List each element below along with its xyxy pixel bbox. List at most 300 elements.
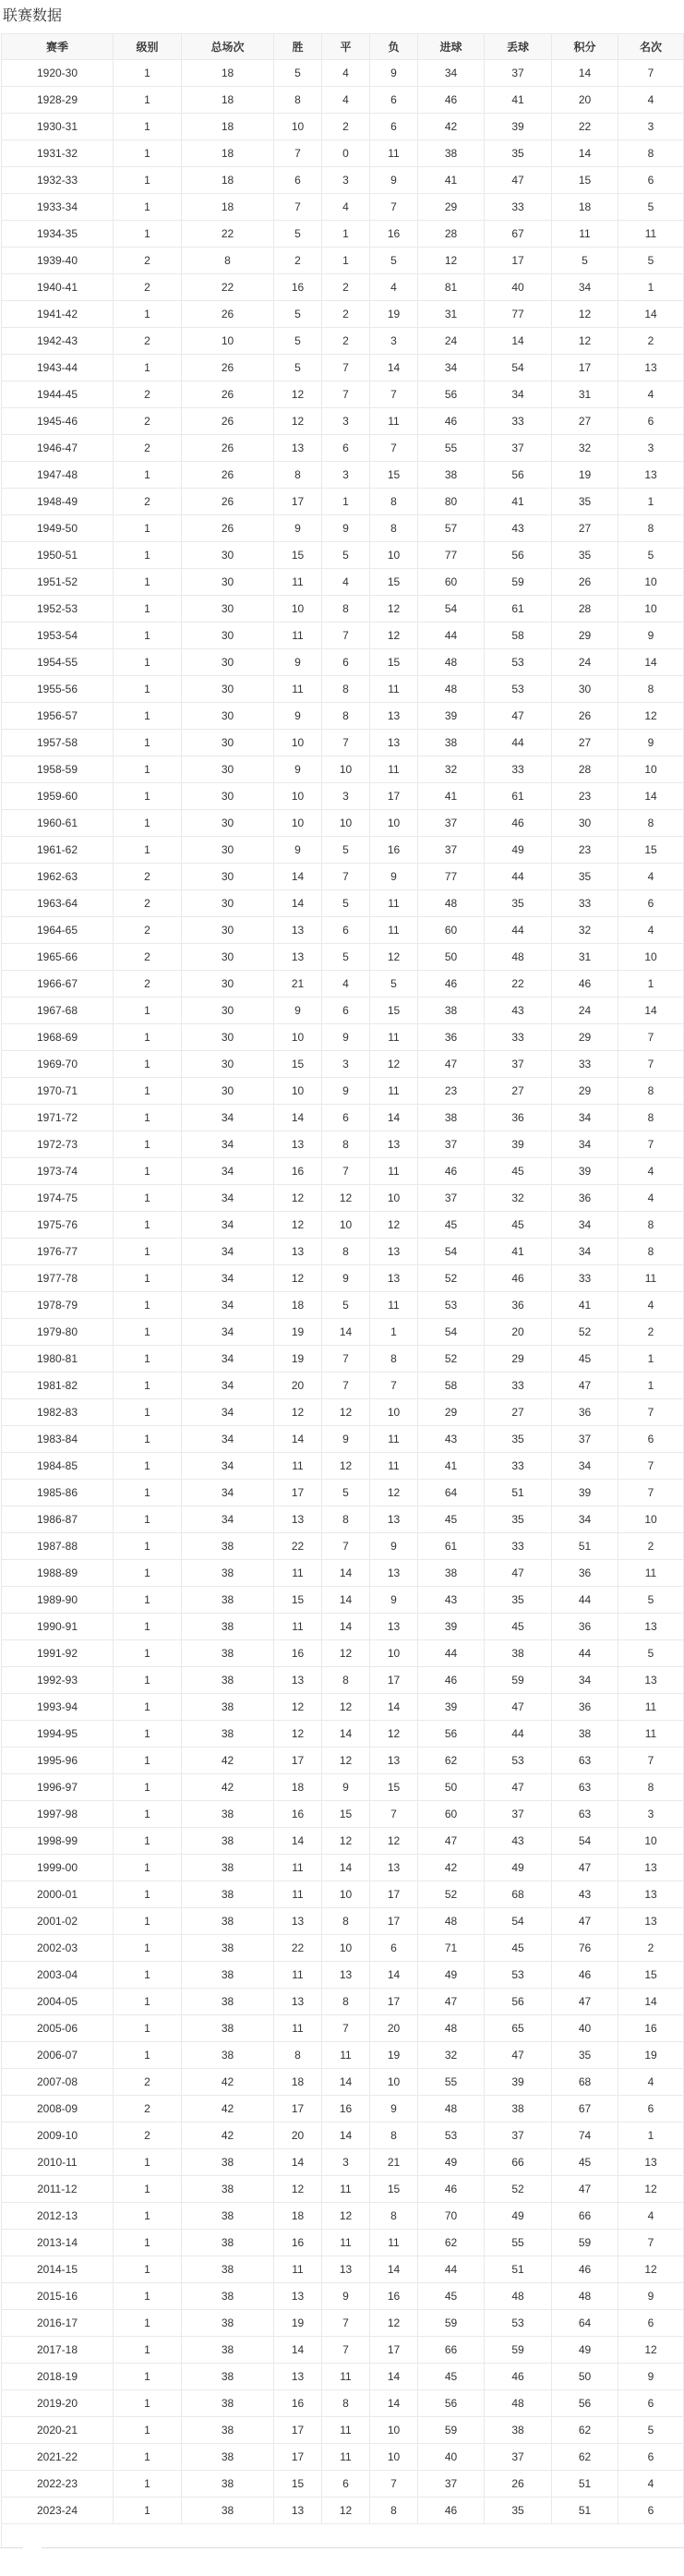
- goals-against-cell: 32: [485, 1185, 552, 1212]
- goals-against-cell: 44: [485, 730, 552, 756]
- goals-against-cell: 59: [485, 569, 552, 596]
- rank-cell: 1: [618, 2122, 684, 2149]
- table-row: [2, 1667, 684, 1694]
- matches-cell: 38: [182, 2149, 274, 2176]
- matches-cell: 38: [182, 2390, 274, 2417]
- matches-cell: 34: [182, 1292, 274, 1319]
- losses-cell: 11: [370, 408, 418, 435]
- rank-cell: 1: [618, 1346, 684, 1373]
- goals-against-cell: 37: [485, 2444, 552, 2471]
- table-row: [2, 2069, 684, 2096]
- season-cell: 1962-63: [2, 864, 114, 890]
- level-cell: 1: [114, 837, 182, 864]
- wins-cell: 21: [274, 971, 322, 998]
- points-cell: 38: [552, 1721, 618, 1748]
- draws-cell: 8: [322, 1239, 370, 1265]
- points-cell: 11: [552, 221, 618, 248]
- season-cell: 1971-72: [2, 1105, 114, 1131]
- level-cell: 1: [114, 810, 182, 837]
- rank-cell: 3: [618, 1801, 684, 1828]
- rank-cell: 6: [618, 2444, 684, 2471]
- losses-cell: 12: [370, 1212, 418, 1239]
- losses-cell: 7: [370, 2471, 418, 2497]
- points-cell: 22: [552, 114, 618, 140]
- season-cell: 2016-17: [2, 2310, 114, 2337]
- matches-cell: 34: [182, 1105, 274, 1131]
- points-cell: 36: [552, 1614, 618, 1640]
- matches-cell: 30: [182, 783, 274, 810]
- table-row: [2, 1373, 684, 1399]
- draws-cell: 9: [322, 1265, 370, 1292]
- divider-segment-right: [42, 2547, 684, 2548]
- wins-cell: 7: [274, 194, 322, 221]
- table-row: [2, 2337, 684, 2364]
- level-cell: 1: [114, 596, 182, 623]
- draws-cell: 13: [322, 1962, 370, 1989]
- wins-cell: 10: [274, 730, 322, 756]
- goals-for-cell: 24: [418, 328, 485, 355]
- table-row: [2, 1051, 684, 1078]
- goals-for-cell: 70: [418, 2203, 485, 2230]
- draws-cell: 3: [322, 2149, 370, 2176]
- table-row: [2, 2471, 684, 2497]
- table-row: [2, 140, 684, 167]
- matches-cell: 38: [182, 1721, 274, 1748]
- goals-for-cell: 34: [418, 60, 485, 87]
- season-cell: 1980-81: [2, 1346, 114, 1373]
- points-cell: 35: [552, 2042, 618, 2069]
- table-row: [2, 462, 684, 489]
- rank-cell: 11: [618, 1694, 684, 1721]
- goals-for-cell: 50: [418, 944, 485, 971]
- table-row: [2, 2390, 684, 2417]
- losses-cell: 12: [370, 944, 418, 971]
- goals-for-cell: 37: [418, 1185, 485, 1212]
- level-cell: 1: [114, 649, 182, 676]
- matches-cell: 26: [182, 435, 274, 462]
- goals-against-cell: 36: [485, 1105, 552, 1131]
- goals-for-cell: 37: [418, 1131, 485, 1158]
- season-cell: 1931-32: [2, 140, 114, 167]
- points-cell: 35: [552, 542, 618, 569]
- season-cell: 1965-66: [2, 944, 114, 971]
- wins-cell: 13: [274, 1131, 322, 1158]
- draws-cell: 14: [322, 1560, 370, 1587]
- goals-for-cell: 59: [418, 2417, 485, 2444]
- level-cell: 1: [114, 569, 182, 596]
- rank-cell: 4: [618, 1158, 684, 1185]
- matches-cell: 30: [182, 569, 274, 596]
- goals-against-cell: 53: [485, 1748, 552, 1774]
- points-cell: 68: [552, 2069, 618, 2096]
- wins-cell: 16: [274, 1158, 322, 1185]
- points-cell: 20: [552, 87, 618, 114]
- draws-cell: 3: [322, 167, 370, 194]
- rank-cell: 12: [618, 2256, 684, 2283]
- wins-cell: 13: [274, 917, 322, 944]
- rank-cell: 7: [618, 1453, 684, 1480]
- draws-cell: 12: [322, 1185, 370, 1212]
- level-cell: 1: [114, 1640, 182, 1667]
- level-cell: 2: [114, 864, 182, 890]
- goals-against-cell: 33: [485, 408, 552, 435]
- goals-against-cell: 33: [485, 1024, 552, 1051]
- table-row: [2, 1989, 684, 2015]
- matches-cell: 10: [182, 328, 274, 355]
- points-cell: 67: [552, 2096, 618, 2122]
- draws-cell: 2: [322, 301, 370, 328]
- matches-cell: 26: [182, 515, 274, 542]
- table-row: [2, 1078, 684, 1105]
- losses-cell: 21: [370, 2149, 418, 2176]
- goals-against-cell: 53: [485, 1962, 552, 1989]
- losses-cell: 11: [370, 1426, 418, 1453]
- wins-cell: 15: [274, 1587, 322, 1614]
- losses-cell: 15: [370, 569, 418, 596]
- goals-for-cell: 39: [418, 1614, 485, 1640]
- goals-against-cell: 47: [485, 167, 552, 194]
- draws-cell: 12: [322, 1694, 370, 1721]
- table-row: [2, 1640, 684, 1667]
- points-cell: 29: [552, 1024, 618, 1051]
- table-row: [2, 944, 684, 971]
- season-cell: 1958-59: [2, 756, 114, 783]
- points-cell: 36: [552, 1560, 618, 1587]
- losses-cell: 14: [370, 1962, 418, 1989]
- table-row: [2, 114, 684, 140]
- draws-cell: 12: [322, 2203, 370, 2230]
- level-cell: 1: [114, 167, 182, 194]
- section-divider: [0, 2547, 684, 2548]
- wins-cell: 17: [274, 1480, 322, 1506]
- rank-cell: 7: [618, 60, 684, 87]
- points-cell: 19: [552, 462, 618, 489]
- season-cell: 1939-40: [2, 248, 114, 274]
- goals-for-cell: 53: [418, 2122, 485, 2149]
- level-cell: 1: [114, 2256, 182, 2283]
- rank-cell: 8: [618, 1105, 684, 1131]
- matches-cell: 38: [182, 2337, 274, 2364]
- points-cell: 14: [552, 60, 618, 87]
- season-cell: 1988-89: [2, 1560, 114, 1587]
- losses-cell: 17: [370, 1989, 418, 2015]
- table-row: [2, 623, 684, 649]
- points-cell: 50: [552, 2364, 618, 2390]
- goals-for-cell: 39: [418, 1694, 485, 1721]
- matches-cell: 34: [182, 1185, 274, 1212]
- goals-for-cell: 48: [418, 676, 485, 703]
- rank-cell: 1: [618, 1373, 684, 1399]
- level-cell: 2: [114, 435, 182, 462]
- losses-cell: 11: [370, 756, 418, 783]
- season-cell: 1963-64: [2, 890, 114, 917]
- goals-against-cell: 33: [485, 1533, 552, 1560]
- level-cell: 1: [114, 1935, 182, 1962]
- table-row: [2, 1614, 684, 1640]
- rank-cell: 6: [618, 1426, 684, 1453]
- draws-cell: 14: [322, 1721, 370, 1748]
- season-cell: 1968-69: [2, 1024, 114, 1051]
- level-cell: 1: [114, 221, 182, 248]
- table-row: [2, 2230, 684, 2256]
- draws-cell: 6: [322, 998, 370, 1024]
- points-cell: 26: [552, 569, 618, 596]
- losses-cell: 11: [370, 1024, 418, 1051]
- level-cell: 1: [114, 2042, 182, 2069]
- matches-cell: 30: [182, 1078, 274, 1105]
- wins-cell: 11: [274, 2015, 322, 2042]
- rank-cell: 14: [618, 649, 684, 676]
- losses-cell: 10: [370, 2417, 418, 2444]
- points-cell: 48: [552, 2283, 618, 2310]
- wins-cell: 16: [274, 1801, 322, 1828]
- goals-against-cell: 45: [485, 1158, 552, 1185]
- table-row: [2, 649, 684, 676]
- wins-cell: 12: [274, 1694, 322, 1721]
- matches-cell: 30: [182, 890, 274, 917]
- season-cell: 1953-54: [2, 623, 114, 649]
- table-row: [2, 676, 684, 703]
- table-row: [2, 1212, 684, 1239]
- losses-cell: 13: [370, 1614, 418, 1640]
- draws-cell: 12: [322, 1399, 370, 1426]
- table-row: [2, 489, 684, 515]
- draws-cell: 14: [322, 1855, 370, 1881]
- table-row: [2, 1480, 684, 1506]
- level-cell: 1: [114, 114, 182, 140]
- table-row: [2, 2096, 684, 2122]
- draws-cell: 8: [322, 2390, 370, 2417]
- level-cell: 1: [114, 542, 182, 569]
- season-cell: 2023-24: [2, 2497, 114, 2524]
- points-cell: 24: [552, 649, 618, 676]
- goals-for-cell: 38: [418, 1105, 485, 1131]
- season-cell: 1944-45: [2, 381, 114, 408]
- matches-cell: 30: [182, 864, 274, 890]
- draws-cell: 10: [322, 810, 370, 837]
- goals-for-cell: 38: [418, 730, 485, 756]
- losses-cell: 13: [370, 1855, 418, 1881]
- goals-for-cell: 43: [418, 1426, 485, 1453]
- matches-cell: 18: [182, 114, 274, 140]
- goals-against-cell: 38: [485, 2417, 552, 2444]
- table-row: [2, 1721, 684, 1748]
- season-cell: 1961-62: [2, 837, 114, 864]
- losses-cell: 8: [370, 515, 418, 542]
- rank-cell: 9: [618, 623, 684, 649]
- level-cell: 1: [114, 1105, 182, 1131]
- matches-cell: 38: [182, 1667, 274, 1694]
- goals-against-cell: 56: [485, 462, 552, 489]
- points-cell: 51: [552, 2471, 618, 2497]
- rank-cell: 3: [618, 435, 684, 462]
- table-row: [2, 1131, 684, 1158]
- goals-for-cell: 54: [418, 1239, 485, 1265]
- losses-cell: 11: [370, 890, 418, 917]
- season-cell: 2017-18: [2, 2337, 114, 2364]
- matches-cell: 38: [182, 2364, 274, 2390]
- goals-for-cell: 44: [418, 1640, 485, 1667]
- goals-against-cell: 53: [485, 649, 552, 676]
- goals-against-cell: 46: [485, 1265, 552, 1292]
- draws-cell: 7: [322, 1346, 370, 1373]
- level-cell: 1: [114, 462, 182, 489]
- points-cell: 34: [552, 274, 618, 301]
- level-cell: 1: [114, 87, 182, 114]
- goals-for-cell: 47: [418, 1828, 485, 1855]
- goals-for-cell: 71: [418, 1935, 485, 1962]
- points-cell: 46: [552, 971, 618, 998]
- goals-for-cell: 41: [418, 167, 485, 194]
- losses-cell: 10: [370, 1399, 418, 1426]
- losses-cell: 12: [370, 1480, 418, 1506]
- season-cell: 1949-50: [2, 515, 114, 542]
- level-cell: 1: [114, 1667, 182, 1694]
- draws-cell: 15: [322, 1801, 370, 1828]
- goals-for-cell: 45: [418, 2364, 485, 2390]
- table-row: [2, 355, 684, 381]
- losses-cell: 13: [370, 730, 418, 756]
- draws-cell: 5: [322, 542, 370, 569]
- points-cell: 31: [552, 944, 618, 971]
- level-cell: 2: [114, 944, 182, 971]
- wins-cell: 2: [274, 248, 322, 274]
- table-row: [2, 1828, 684, 1855]
- draws-cell: 7: [322, 2310, 370, 2337]
- season-cell: 2014-15: [2, 2256, 114, 2283]
- season-cell: 1973-74: [2, 1158, 114, 1185]
- wins-cell: 9: [274, 837, 322, 864]
- season-cell: 1948-49: [2, 489, 114, 515]
- rank-cell: 15: [618, 1962, 684, 1989]
- goals-for-cell: 57: [418, 515, 485, 542]
- table-row: [2, 1855, 684, 1881]
- goals-against-cell: 49: [485, 1855, 552, 1881]
- points-cell: 29: [552, 623, 618, 649]
- draws-cell: 6: [322, 2471, 370, 2497]
- table-header-row: [2, 34, 684, 60]
- wins-cell: 19: [274, 1346, 322, 1373]
- column-header-rank: 名次: [618, 34, 684, 60]
- wins-cell: 18: [274, 1292, 322, 1319]
- goals-against-cell: 45: [485, 1212, 552, 1239]
- column-header-season: 赛季: [2, 34, 114, 60]
- rank-cell: 8: [618, 676, 684, 703]
- points-cell: 5: [552, 248, 618, 274]
- points-cell: 34: [552, 1105, 618, 1131]
- draws-cell: 3: [322, 408, 370, 435]
- level-cell: 2: [114, 274, 182, 301]
- wins-cell: 9: [274, 649, 322, 676]
- table-row: [2, 917, 684, 944]
- goals-for-cell: 52: [418, 1265, 485, 1292]
- season-cell: 1959-60: [2, 783, 114, 810]
- season-cell: 1920-30: [2, 60, 114, 87]
- goals-against-cell: 55: [485, 2230, 552, 2256]
- matches-cell: 34: [182, 1158, 274, 1185]
- rank-cell: 6: [618, 2096, 684, 2122]
- matches-cell: 38: [182, 1855, 274, 1881]
- goals-against-cell: 33: [485, 1453, 552, 1480]
- season-cell: 1984-85: [2, 1453, 114, 1480]
- draws-cell: 11: [322, 2042, 370, 2069]
- goals-against-cell: 48: [485, 2390, 552, 2417]
- points-cell: 24: [552, 998, 618, 1024]
- draws-cell: 14: [322, 2122, 370, 2149]
- goals-against-cell: 44: [485, 864, 552, 890]
- points-cell: 62: [552, 2417, 618, 2444]
- matches-cell: 26: [182, 462, 274, 489]
- level-cell: 1: [114, 2149, 182, 2176]
- goals-against-cell: 35: [485, 1587, 552, 1614]
- goals-against-cell: 33: [485, 194, 552, 221]
- season-cell: 2006-07: [2, 2042, 114, 2069]
- wins-cell: 18: [274, 2203, 322, 2230]
- points-cell: 64: [552, 2310, 618, 2337]
- draws-cell: 8: [322, 1908, 370, 1935]
- wins-cell: 15: [274, 542, 322, 569]
- goals-against-cell: 41: [485, 489, 552, 515]
- draws-cell: 10: [322, 756, 370, 783]
- wins-cell: 12: [274, 408, 322, 435]
- season-cell: 2011-12: [2, 2176, 114, 2203]
- wins-cell: 11: [274, 1453, 322, 1480]
- points-cell: 36: [552, 1694, 618, 1721]
- season-cell: 2008-09: [2, 2096, 114, 2122]
- level-cell: 1: [114, 301, 182, 328]
- wins-cell: 14: [274, 1105, 322, 1131]
- season-cell: 2002-03: [2, 1935, 114, 1962]
- table-row: [2, 1748, 684, 1774]
- table-row: [2, 1533, 684, 1560]
- season-cell: 2013-14: [2, 2230, 114, 2256]
- losses-cell: 9: [370, 2096, 418, 2122]
- goals-for-cell: 41: [418, 783, 485, 810]
- table-row: [2, 2256, 684, 2283]
- table-row: [2, 596, 684, 623]
- matches-cell: 34: [182, 1453, 274, 1480]
- season-cell: 1964-65: [2, 917, 114, 944]
- losses-cell: 4: [370, 274, 418, 301]
- matches-cell: 38: [182, 1587, 274, 1614]
- goals-for-cell: 49: [418, 2149, 485, 2176]
- matches-cell: 34: [182, 1426, 274, 1453]
- matches-cell: 38: [182, 1828, 274, 1855]
- rank-cell: 3: [618, 114, 684, 140]
- wins-cell: 13: [274, 1506, 322, 1533]
- wins-cell: 12: [274, 2176, 322, 2203]
- goals-for-cell: 62: [418, 1748, 485, 1774]
- losses-cell: 11: [370, 917, 418, 944]
- goals-for-cell: 37: [418, 2471, 485, 2497]
- points-cell: 26: [552, 703, 618, 730]
- draws-cell: 7: [322, 623, 370, 649]
- rank-cell: 6: [618, 167, 684, 194]
- points-cell: 30: [552, 810, 618, 837]
- goals-against-cell: 35: [485, 2497, 552, 2524]
- season-cell: 1985-86: [2, 1480, 114, 1506]
- table-row: [2, 2203, 684, 2230]
- draws-cell: 6: [322, 917, 370, 944]
- level-cell: 1: [114, 998, 182, 1024]
- matches-cell: 30: [182, 917, 274, 944]
- matches-cell: 18: [182, 194, 274, 221]
- matches-cell: 26: [182, 355, 274, 381]
- goals-against-cell: 38: [485, 1640, 552, 1667]
- wins-cell: 11: [274, 1881, 322, 1908]
- season-cell: 1991-92: [2, 1640, 114, 1667]
- goals-against-cell: 35: [485, 140, 552, 167]
